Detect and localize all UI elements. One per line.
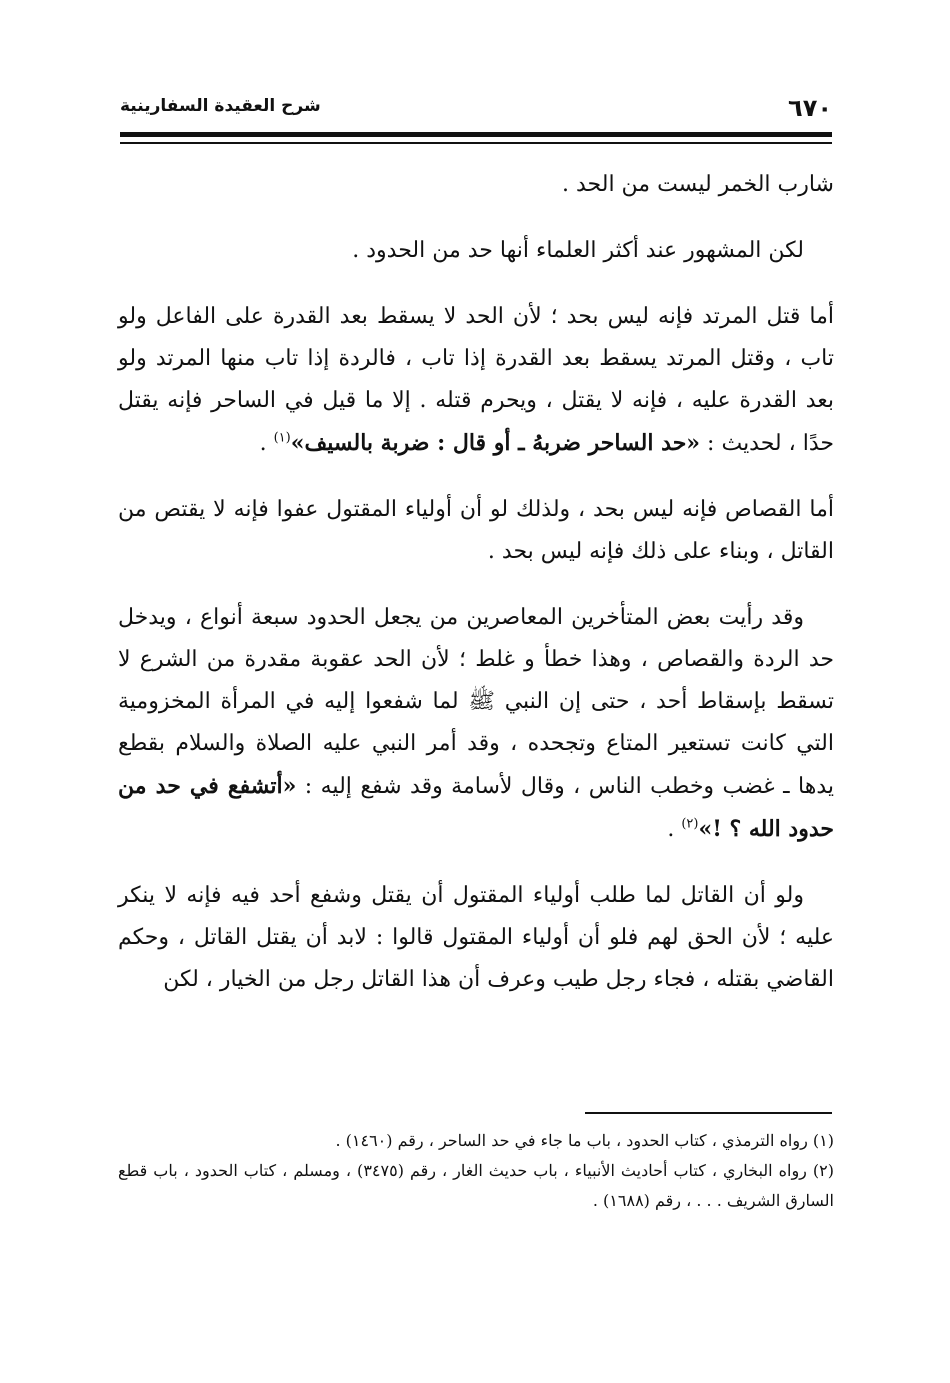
footnote-ref[interactable]: (٢) bbox=[681, 816, 699, 832]
page-header bbox=[120, 90, 832, 126]
running-title: شرح العقيدة السفارينية bbox=[120, 96, 321, 116]
footnote: (٢) رواه البخاري ، كتاب أحاديث الأنبياء ، باب حديث الغار ، رقم (٣٤٧٥) ، ومسلم ، كتاب الحدود ، باب قطع السارق الشريف . . . ، رقم (١٦٨٨) . bbox=[118, 1161, 834, 1210]
header-rule-thin bbox=[120, 142, 832, 144]
footnotes bbox=[118, 1126, 834, 1216]
footnote-ref[interactable]: (١) bbox=[273, 430, 291, 446]
hadith-quote: «أتشفع في حد من حدود الله ؟ !» bbox=[118, 773, 834, 842]
paragraph: ولو أن القاتل لما طلب أولياء المقتول أن يقتل وشفع أحد فيه فإنه لا ينكر عليه ؛ لأن الحق لهم فلو أن أولياء المقتول قالوا : لابد أن يقتل القاتل ، وحكم القاضي بقتله ، فجاء رجل طيب وعرف أن هذا القاتل رجل من الخيار ، لكن bbox=[118, 883, 834, 992]
paragraph: لكن المشهور عند أكثر العلماء أنها حد من الحدود . bbox=[352, 238, 804, 263]
page-number: ٦٧٠ bbox=[788, 94, 832, 122]
header-rule-thick bbox=[120, 132, 832, 137]
paragraph: شارب الخمر ليست من الحد . bbox=[562, 172, 834, 197]
footnote: (١) رواه الترمذي ، كتاب الحدود ، باب ما جاء في حد الساحر ، رقم (١٤٦٠) . bbox=[335, 1131, 834, 1150]
main-text bbox=[118, 164, 834, 1025]
paragraph: أما القصاص فإنه ليس بحد ، ولذلك لو أن أولياء المقتول عفوا فإنه لا يقتص من القاتل ، وبناء على ذلك فإنه ليس بحد . bbox=[118, 497, 834, 564]
paragraph: وقد رأيت بعض المتأخرين المعاصرين من يجعل الحدود سبعة أنواع ، ويدخل حد الردة والقصاص ، وهذا خطأ و غلط ؛ لأن الحد عقوبة مقدرة من الشرع لا تسقط بإسقاط أحد ، حتى إن النبي ﷺ لما شفعوا إليه في المرأة المخزومية التي كانت تستعير المتاع وتجحده ، وقد أمر النبي عليه الصلاة والسلام بقطع يدها ـ غضب وخطب الناس ، وقال لأسامة وقد شفع إليه : «أتشفع في حد من حدود الله ؟ !»$^{(٢)}$ . bbox=[118, 605, 834, 842]
paragraph: أما قتل المرتد فإنه ليس بحد ؛ لأن الحد لا يسقط بعد القدرة على الفاعل ولو تاب ، وقتل المرتد يسقط بعد القدرة إذا تاب ، فالردة إذا تاب منها المرتد ولو بعد القدرة عليه ، فإنه لا يقتل ، ويحرم قتله . إلا ما قيل في الساحر فإنه يقتل حدًا ، لحديث : «حد الساحر ضربهُ ـ أو قال : ضربة بالسيف»$^{(١)}$ . bbox=[118, 304, 834, 456]
footnote-separator bbox=[585, 1112, 832, 1114]
hadith-quote: «حد الساحر ضربهُ ـ أو قال : ضربة بالسيف» bbox=[290, 430, 701, 456]
